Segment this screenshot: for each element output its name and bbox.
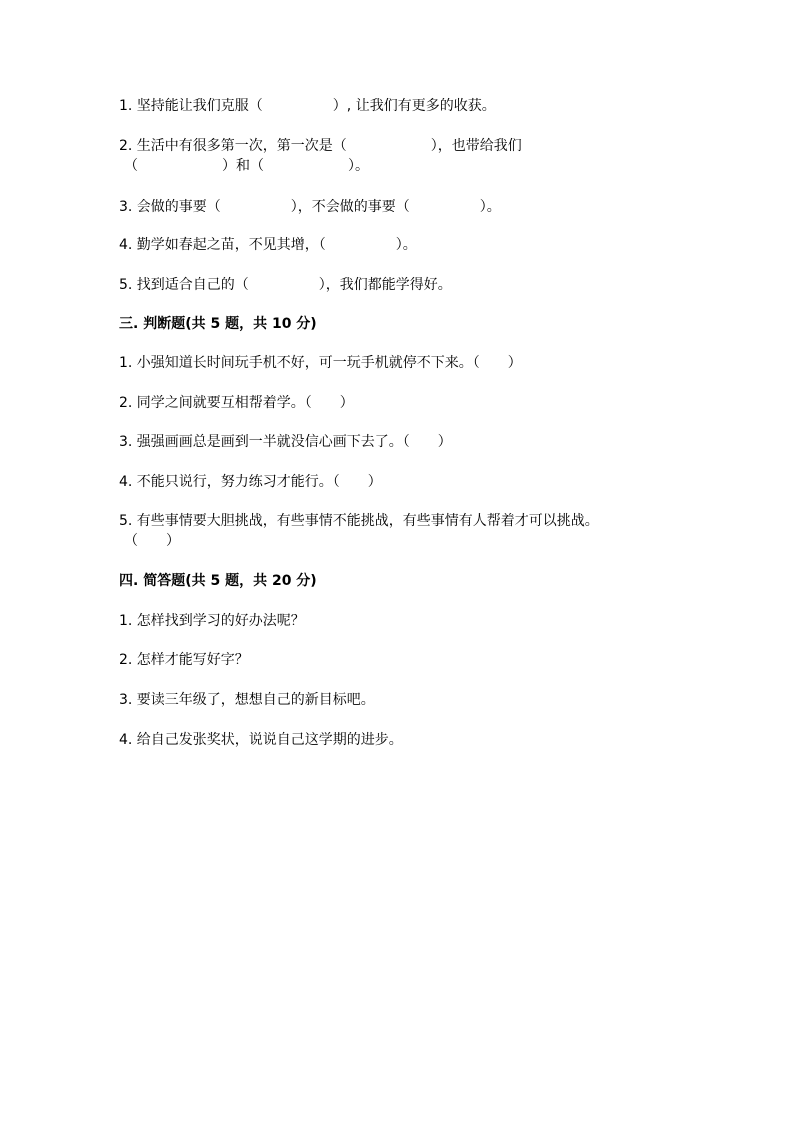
true-false-question-2: 2. 同学之间就要互相帮着学。（ ） <box>119 395 354 411</box>
short-answer-question-2: 2. 怎样才能写好字？ <box>119 652 249 668</box>
fill-in-question-4: 4. 勤学如春起之苗，不见其增，（ ）。 <box>119 237 417 253</box>
true-false-question-3: 3. 强强画画总是画到一半就没信心画下去了。（ ） <box>119 434 452 450</box>
short-answer-question-4: 4. 给自己发张奖状，说说自己这学期的进步。 <box>119 732 403 748</box>
true-false-question-4: 4. 不能只说行，努力练习才能行。（ ） <box>119 474 382 490</box>
fill-in-question-3: 3. 会做的事要（ ），不会做的事要（ ）。 <box>119 199 501 215</box>
section-heading-short-answer: 四. 简答题(共 5 题，共 20 分) <box>119 573 317 589</box>
fill-in-question-1: 1. 坚持能让我们克服（ ）, 让我们有更多的收获。 <box>119 98 496 114</box>
fill-in-question-2: 2. 生活中有很多第一次，第一次是（ ），也带给我们 <box>119 138 522 154</box>
true-false-question-5: 5. 有些事情要大胆挑战，有些事情不能挑战，有些事情有人帮着才可以挑战。 <box>119 513 599 529</box>
true-false-question-1: 1. 小强知道长时间玩手机不好，可一玩手机就停不下来。（ ） <box>119 355 522 371</box>
short-answer-question-1: 1. 怎样找到学习的好办法呢？ <box>119 613 305 629</box>
fill-in-question-5: 5. 找到适合自己的（ ），我们都能学得好。 <box>119 277 452 293</box>
true-false-question-5-continued: （ ） <box>124 533 180 549</box>
section-heading-true-false: 三. 判断题(共 5 题，共 10 分) <box>119 316 317 332</box>
short-answer-question-3: 3. 要读三年级了，想想自己的新目标吧。 <box>119 692 375 708</box>
fill-in-question-2-continued: （ ）和（ ）。 <box>124 158 369 174</box>
